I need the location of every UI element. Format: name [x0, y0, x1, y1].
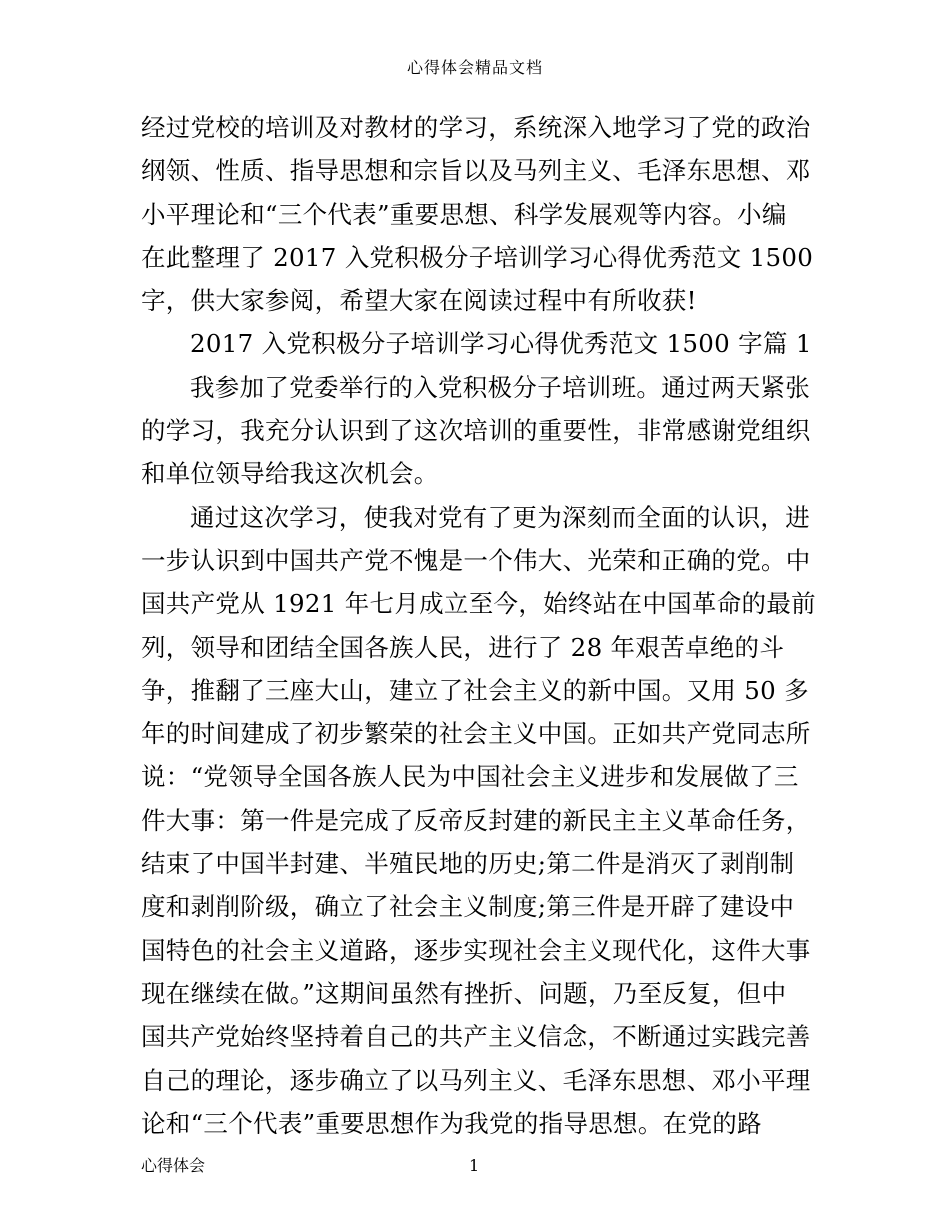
- body-line: 论和“三个代表”重要思想作为我党的指导思想。在党的路: [141, 1108, 762, 1138]
- body-line: 列，领导和团结全国各族人民，进行了 28 年艰苦卓绝的斗: [141, 632, 785, 662]
- body-line: 小平理论和“三个代表”重要思想、科学发展观等内容。小编: [141, 199, 787, 229]
- body-line: 年的时间建成了初步繁荣的社会主义中国。正如共产党同志所: [141, 719, 811, 749]
- body-line: 纲领、性质、指导思想和宗旨以及马列主义、毛泽东思想、邓: [141, 156, 811, 186]
- body-line: 自己的理论，逐步确立了以马列主义、毛泽东思想、邓小平理: [141, 1065, 811, 1095]
- body-line: 结束了中国半封建、半殖民地的历史;第二件是消灭了剥削制: [141, 849, 795, 879]
- page-number: 1: [469, 1156, 480, 1175]
- section-heading: 2017 入党积极分子培训学习心得优秀范文 1500 字篇 1: [190, 329, 812, 359]
- body-line: 争，推翻了三座大山，建立了社会主义的新中国。又用 50 多: [141, 675, 809, 705]
- footer-label: 心得体会: [141, 1156, 206, 1175]
- body-line: 说：“党领导全国各族人民为中国社会主义进步和发展做了三: [141, 762, 799, 792]
- body-line: 国共产党始终坚持着自己的共产主义信念，不断通过实践完善: [141, 1022, 811, 1052]
- body-line: 的学习，我充分认识到了这次培训的重要性，非常感谢党组织: [141, 416, 811, 446]
- document-body: [141, 106, 816, 1145]
- body-line: 度和剥削阶级，确立了社会主义制度;第三件是开辟了建设中: [141, 892, 795, 922]
- body-line: 和单位领导给我这次机会。: [141, 459, 439, 489]
- body-line: 件大事：第一件是完成了反帝反封建的新民主主义革命任务，: [141, 805, 811, 835]
- body-line: 在此整理了 2017 入党积极分子培训学习心得优秀范文 1500: [141, 242, 814, 272]
- page-header-title: 心得体会精品文档: [406, 58, 543, 77]
- body-line: 现在继续在做。”这期间虽然有挫折、问题，乃至反复，但中: [141, 978, 787, 1008]
- body-line: 国共产党从 1921 年七月成立至今，始终站在中国革命的最前: [141, 589, 816, 619]
- body-line: 我参加了党委举行的入党积极分子培训班。通过两天紧张: [190, 372, 810, 402]
- body-line: 通过这次学习，使我对党有了更为深刻而全面的认识，进: [190, 502, 810, 532]
- body-line: 经过党校的培训及对教材的学习，系统深入地学习了党的政治: [141, 113, 811, 142]
- body-line: 国特色的社会主义道路，逐步实现社会主义现代化，这件大事: [141, 935, 811, 965]
- body-line: 一步认识到中国共产党不愧是一个伟大、光荣和正确的党。中: [141, 545, 811, 575]
- body-line: 字，供大家参阅，希望大家在阅读过程中有所收获!: [141, 286, 697, 316]
